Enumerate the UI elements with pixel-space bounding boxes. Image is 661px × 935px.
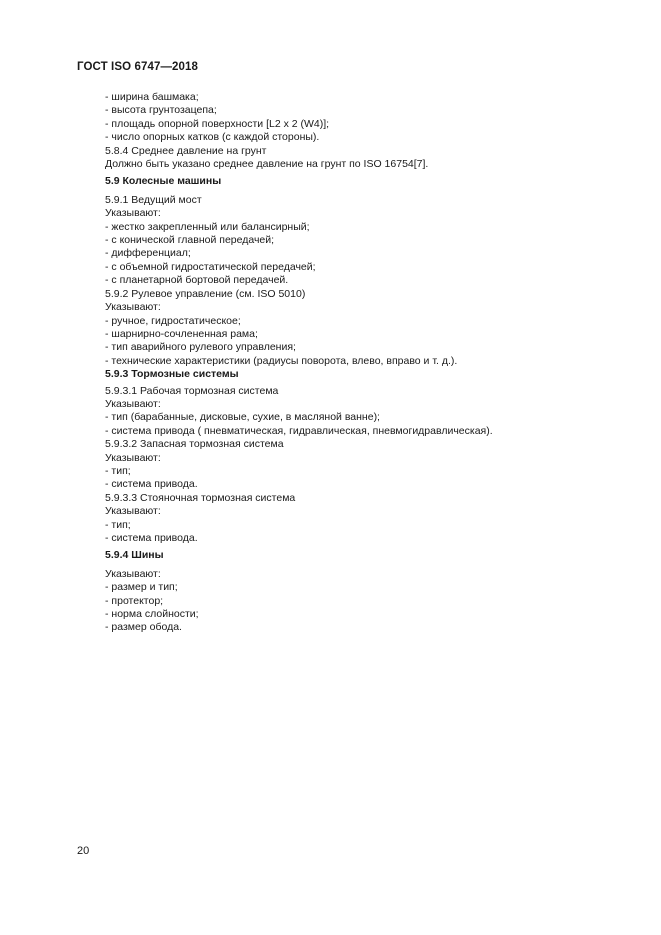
list-item: - тип; (105, 518, 131, 531)
secondary-brake-list (105, 465, 625, 492)
list-item: - с конической главной передачей; (105, 234, 275, 247)
steering-list (105, 315, 625, 369)
parking-brake-list (105, 519, 625, 546)
section-5-9-1-intro: Указывают: (105, 207, 161, 220)
track-parameters-list (105, 91, 625, 145)
list-item: - тип; (105, 464, 131, 477)
list-item: - технические характеристики (радиусы поворота, влево, вправо и т. д.). (105, 354, 458, 367)
section-5-9-4-intro: Указывают: (105, 567, 161, 580)
list-item: - система привода. (105, 532, 198, 544)
service-brake-list (105, 411, 625, 438)
list-item: - система привода. (105, 478, 198, 491)
list-item: - размер и тип; (105, 581, 178, 594)
section-5-9-3-3-intro: Указывают: (105, 505, 161, 518)
list-item: - дифференциал; (105, 247, 191, 260)
list-item: - протектор; (105, 594, 164, 607)
section-5-9-heading: 5.9 Колесные машины (105, 175, 222, 188)
section-5-9-2-title: 5.9.2 Рулевое управление (см. ISO 5010) (105, 287, 306, 300)
list-item: - тип аварийного рулевого управления; (105, 341, 296, 354)
list-item: - ручное, гидростатическое; (105, 314, 241, 327)
section-5-9-1-title: 5.9.1 Ведущий мост (105, 193, 202, 206)
page-number: 20 (77, 845, 90, 857)
list-item: - с планетарной бортовой передачей. (105, 274, 289, 287)
section-5-9-3-2-intro: Указывают: (105, 451, 161, 464)
list-item: - тип (барабанные, дисковые, сухие, в масляной ванне); (105, 411, 380, 424)
list-item: - число опорных катков (с каждой стороны). (105, 131, 320, 144)
list-item: - с объемной гидростатической передачей; (105, 260, 316, 273)
page-content (105, 91, 625, 635)
drive-axle-list (105, 221, 625, 288)
list-item: - площадь опорной поверхности [L2 x 2 (W4)]; (105, 117, 330, 130)
section-5-9-3-1-title: 5.9.3.1 Рабочая тормозная система (105, 384, 279, 397)
section-5-9-3-3-title: 5.9.3.3 Стояночная тормозная система (105, 491, 296, 504)
list-item: - размер обода. (105, 621, 182, 634)
list-item: - высота грунтозацепа; (105, 104, 217, 117)
section-5-9-4-heading: 5.9.4 Шины (105, 549, 164, 562)
list-item: - жестко закрепленный или балансирный; (105, 220, 310, 233)
section-5-9-3-1-intro: Указывают: (105, 397, 161, 410)
list-item: - шарнирно-сочлененная рама; (105, 327, 258, 340)
section-5-9-2-intro: Указывают: (105, 301, 161, 314)
section-5-8-4-text: Должно быть указано среднее давление на грунт по ISO 16754[7]. (105, 158, 429, 171)
document-code: ГОСТ ISO 6747—2018 (77, 61, 199, 73)
list-item: - система привода ( пневматическая, гидравлическая, пневмогидравлическая). (105, 424, 493, 437)
list-item: - норма слойности; (105, 608, 199, 621)
section-5-8-4-title: 5.8.4 Среднее давление на грунт (105, 144, 267, 157)
section-5-9-3-2-title: 5.9.3.2 Запасная тормозная система (105, 438, 284, 451)
list-item: - ширина башмака; (105, 91, 199, 103)
section-5-9-3-heading: 5.9.3 Тормозные системы (105, 368, 239, 381)
tires-list (105, 581, 625, 635)
